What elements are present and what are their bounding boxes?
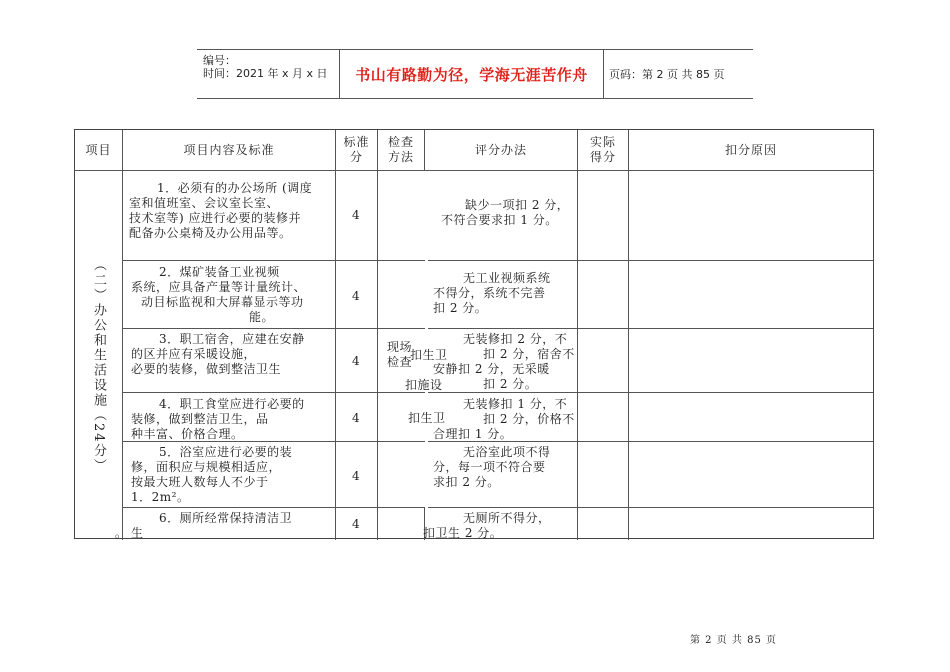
table-divider	[577, 130, 578, 540]
method-shared: 现场 检查	[387, 340, 413, 369]
header-slogan: 书山有路勤为径，学海无涯苦作舟	[340, 50, 604, 98]
table-divider	[428, 328, 873, 329]
row-3-mark: 扣施设	[405, 378, 443, 392]
row-5-scoring: 无浴室此项不得 分，每一项不符合要 求扣 2 分。	[433, 445, 551, 489]
table-divider	[122, 392, 425, 393]
row-6-score: 4	[352, 517, 361, 531]
col-header-content: 项目内容及标准	[183, 143, 275, 157]
col-header-score-std: 标准 分	[343, 135, 370, 164]
table-divider	[428, 392, 873, 393]
category-label: （二）办公和生活设施（24分）	[91, 258, 106, 474]
table-divider	[428, 507, 873, 508]
row-2-content: 2．煤矿装备工业视频 系统，应具备产量等计量统计、 动目标监视和大屏幕显示等功 能。	[131, 265, 307, 324]
table-divider	[75, 170, 873, 171]
table-divider	[628, 130, 629, 540]
table-divider	[335, 130, 336, 540]
col-header-reason: 扣分原因	[724, 143, 777, 157]
col-header-item: 项目	[85, 143, 112, 157]
scoring-table	[74, 129, 874, 539]
row-3-scoring: 无装修扣 2 分，不 扣 2 分，宿舍不 安静扣 2 分，无采暖 扣 2 分。	[433, 332, 575, 391]
row-4-scoring: 无装修扣 1 分，不 扣 2 分，价格不 合理扣 1 分。	[433, 397, 575, 441]
row-2-scoring: 无工业视频系统 不得分，系统不完善 扣 2 分。	[433, 271, 551, 315]
row-6-mark: 。	[115, 526, 128, 540]
row-4-content: 4．职工食堂应进行必要的 装修，做到整洁卫生，品 种丰富、价格合理。	[131, 397, 305, 441]
table-divider	[428, 260, 873, 261]
table-divider	[122, 260, 425, 261]
table-divider	[122, 130, 123, 540]
page-label: 页码：第 2 页 共 85 页	[609, 68, 725, 81]
page-footer: 第 2 页 共 85 页	[690, 635, 777, 646]
row-1-score: 4	[352, 208, 361, 222]
row-4-score: 4	[352, 411, 361, 425]
row-4-mark: 扣生卫	[408, 411, 446, 425]
header-meta-cell	[197, 50, 340, 98]
document-header	[197, 49, 753, 99]
row-3-mark: 扣生卫	[410, 348, 448, 362]
time-label: 时间：2021 年 x 月 x 日	[203, 67, 328, 80]
row-2-score: 4	[352, 289, 361, 303]
row-1-scoring: 缺少一项扣 2 分， 不符合要求扣 1 分。	[441, 198, 570, 227]
row-5-score: 4	[352, 469, 361, 483]
row-3-score: 4	[352, 354, 361, 368]
table-divider	[377, 130, 378, 540]
row-6-scoring: 无厕所不得分， 扣卫生 2 分。	[423, 511, 551, 540]
row-3-content: 3．职工宿舍，应建在安静 的区并应有采暖设施， 必要的装修，做到整洁卫生	[131, 332, 305, 376]
table-divider	[122, 328, 425, 329]
col-header-scoring: 评分办法	[474, 143, 527, 157]
col-header-actual: 实际 得分	[589, 135, 616, 164]
row-5-content: 5．浴室应进行必要的装 修，面积应与规模相适应， 按最大班人数每人不少于 1．2m²。	[131, 445, 293, 504]
row-6-content: 6．厕所经常保持清洁卫 生	[131, 511, 293, 540]
col-header-method: 检查 方法	[387, 135, 414, 164]
number-label: 编号：	[203, 54, 236, 67]
row-1-content: 1．必须有的办公场所 (调度 室和值班室、会议室长室、 技术室等) 应进行必要的装修并 配备办公桌椅及办公用品等。	[129, 181, 313, 240]
table-divider	[122, 507, 425, 508]
